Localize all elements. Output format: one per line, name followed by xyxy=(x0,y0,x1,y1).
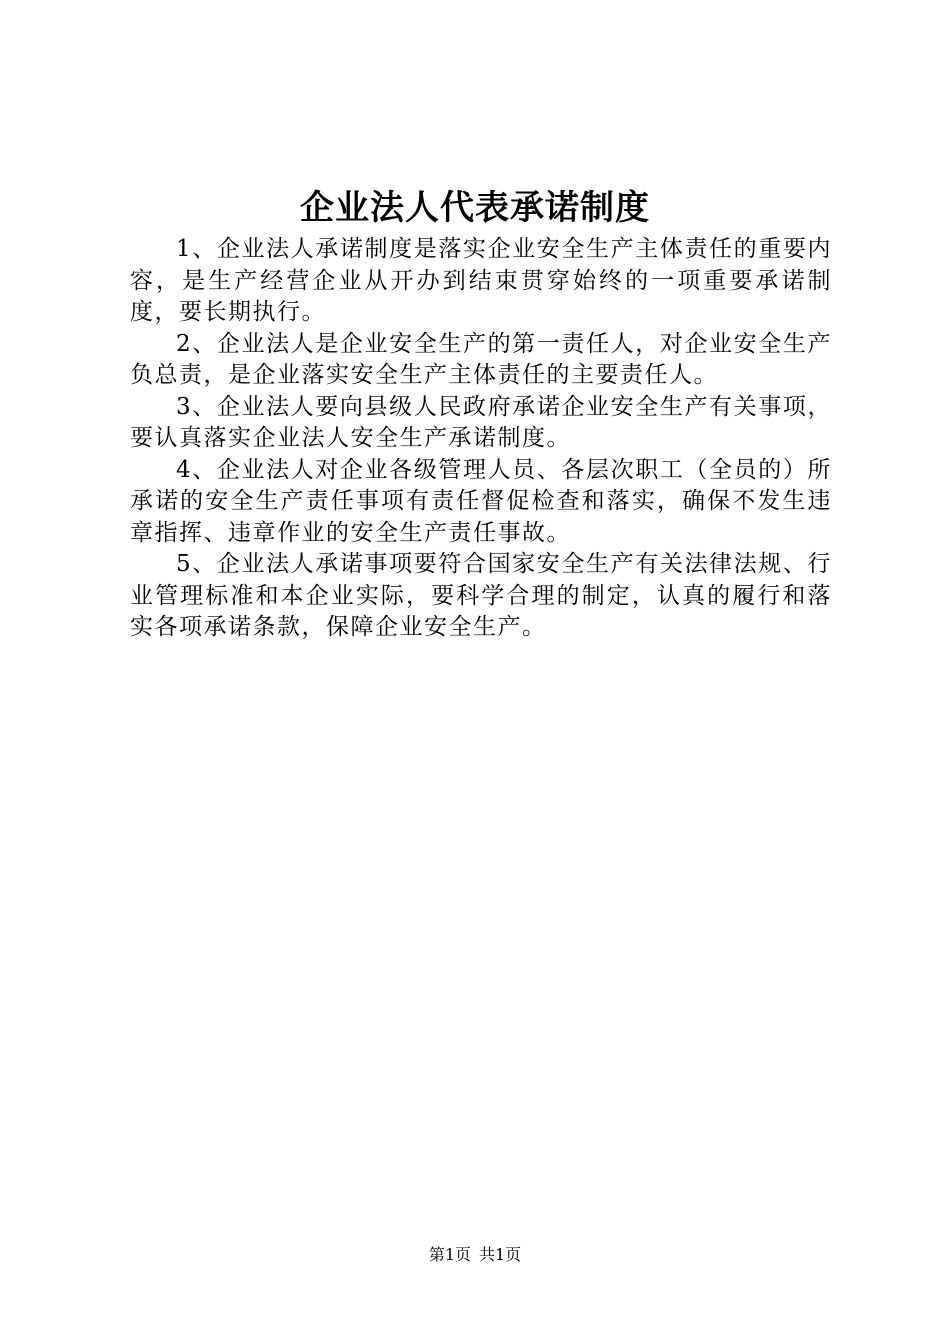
paragraph-3: 3、企业法人要向县级人民政府承诺企业安全生产有关事项，要认真落实企业法人安全生产承诺制度。 xyxy=(130,393,832,451)
paragraph-4: 4、企业法人对企业各级管理人员、各层次职工（全员的）所承诺的安全生产责任事项有责任督促检查和落实，确保不发生违章指挥、违章作业的安全生产责任事故。 xyxy=(130,456,832,546)
page-footer xyxy=(0,1244,950,1266)
paragraph-5: 5、企业法人承诺事项要符合国家安全生产有关法律法规、行业管理标准和本企业实际，要科学合理的制定，认真的履行和落实各项承诺条款，保障企业安全生产。 xyxy=(130,551,832,640)
document-title: 企业法人代表承诺制度 xyxy=(300,188,650,228)
page-number: 第1页 xyxy=(428,1245,471,1264)
document-body xyxy=(130,234,832,644)
paragraph-1: 1、企业法人承诺制度是落实企业安全生产主体责任的重要内容，是生产经营企业从开办到结束贯穿始终的一项重要承诺制度，要长期执行。 xyxy=(130,236,832,325)
paragraph-2: 2、企业法人是企业安全生产的第一责任人，对企业安全生产负总责，是企业落实安全生产主体责任的主要责任人。 xyxy=(130,330,832,388)
page-total: 共1页 xyxy=(479,1245,522,1264)
